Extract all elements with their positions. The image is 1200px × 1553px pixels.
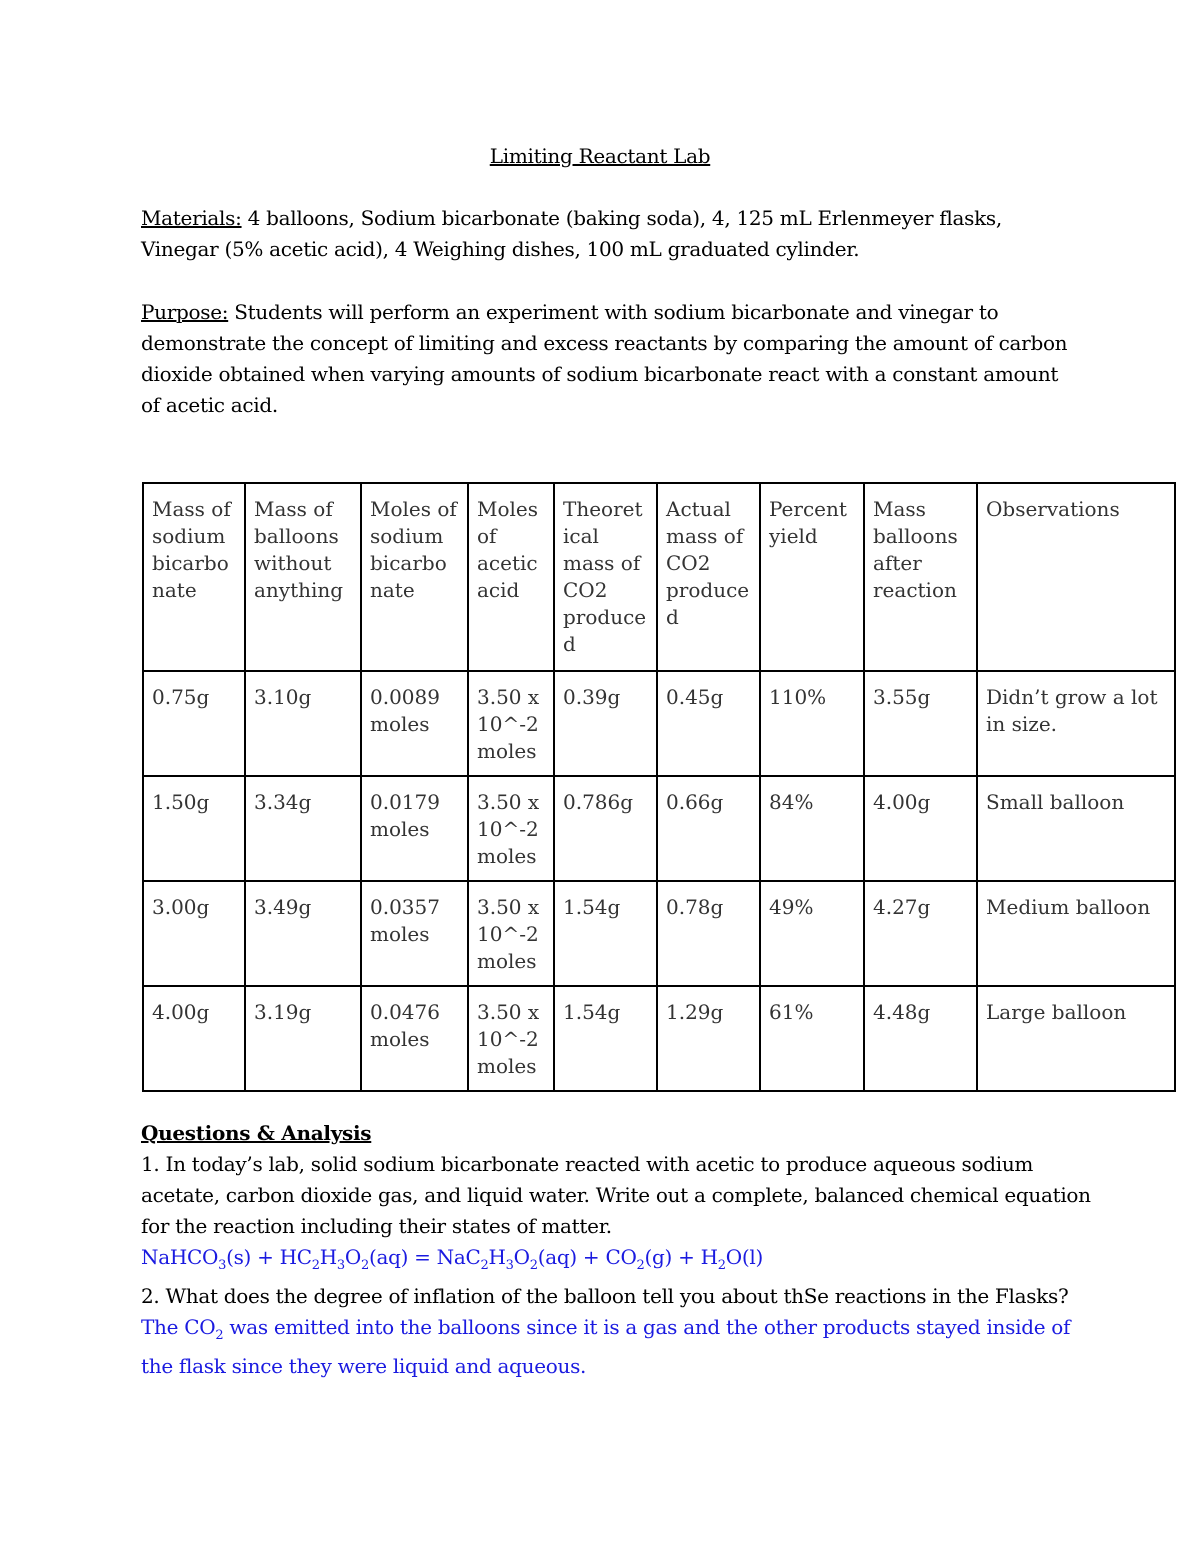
table-cell: 0.45g bbox=[657, 671, 760, 776]
materials-label: Materials: bbox=[141, 206, 242, 230]
equation-subscript: 2 bbox=[480, 1258, 489, 1273]
equation-subscript: 2 bbox=[529, 1258, 538, 1273]
table-cell: 1.54g bbox=[554, 986, 657, 1091]
equation-part: H bbox=[319, 1245, 337, 1269]
questions-heading: Questions & Analysis bbox=[141, 1121, 372, 1145]
table-row bbox=[143, 881, 1175, 986]
table-cell: 84% bbox=[760, 776, 864, 881]
equation-part: (aq) + CO bbox=[537, 1245, 637, 1269]
equation-subscript: 3 bbox=[218, 1258, 227, 1273]
answer-part: was emitted into the balloons since it is a gas and the other products stayed inside of the flask since they were liquid and aqueous. bbox=[141, 1315, 1071, 1378]
table-cell: 3.19g bbox=[245, 986, 361, 1091]
equation-part: (aq) = NaC bbox=[368, 1245, 481, 1269]
table-cell: 1.50g bbox=[143, 776, 245, 881]
answer-2 bbox=[141, 1312, 1101, 1382]
table-cell: 0.39g bbox=[554, 671, 657, 776]
equation-part: (s) + HC bbox=[226, 1245, 312, 1269]
table-cell: 4.48g bbox=[864, 986, 977, 1091]
table-cell: 3.34g bbox=[245, 776, 361, 881]
table-row bbox=[143, 776, 1175, 881]
table-cell: 0.786g bbox=[554, 776, 657, 881]
table-cell: 0.0179 moles bbox=[361, 776, 468, 881]
materials-text: 4 balloons, Sodium bicarbonate (baking soda), 4, 125 mL Erlenmeyer flasks, Vinegar (5% acetic acid), 4 Weighing dishes, 100 mL graduated cylinder. bbox=[141, 206, 1002, 261]
header-cell: Mass of balloons without anything bbox=[245, 483, 361, 671]
purpose-paragraph bbox=[141, 297, 1081, 421]
table-cell: 110% bbox=[760, 671, 864, 776]
header-cell: Mass of sodium bicarbonate bbox=[143, 483, 245, 671]
table-cell: 4.00g bbox=[864, 776, 977, 881]
header-cell: Moles of sodium bicarbonate bbox=[361, 483, 468, 671]
table-row bbox=[143, 671, 1175, 776]
header-cell: Theoretical mass of CO2 produced bbox=[554, 483, 657, 671]
header-cell: Percent yield bbox=[760, 483, 864, 671]
table-cell: 3.55g bbox=[864, 671, 977, 776]
equation-subscript: 2 bbox=[717, 1258, 726, 1273]
equation-subscript: 2 bbox=[636, 1258, 645, 1273]
equation-subscript: 3 bbox=[505, 1258, 514, 1273]
table-cell: 4.27g bbox=[864, 881, 977, 986]
table-cell: 49% bbox=[760, 881, 864, 986]
materials-paragraph bbox=[141, 203, 1081, 265]
equation-subscript: 3 bbox=[336, 1258, 345, 1273]
table-cell: 0.0476 moles bbox=[361, 986, 468, 1091]
table-cell: 0.66g bbox=[657, 776, 760, 881]
answer-part: The CO bbox=[141, 1315, 216, 1339]
table-cell: 1.29g bbox=[657, 986, 760, 1091]
purpose-text: Students will perform an experiment with sodium bicarbonate and vinegar to demonstrate the concept of limiting and excess reactants by comparing the amount of carbon dioxide obtained when varying amounts of sodium bicarbonate react with a constant amount of acetic acid. bbox=[141, 300, 1068, 417]
table-cell: 3.49g bbox=[245, 881, 361, 986]
answer-1-equation bbox=[141, 1242, 1101, 1281]
equation-part: H bbox=[488, 1245, 506, 1269]
table-cell: 4.00g bbox=[143, 986, 245, 1091]
results-table bbox=[142, 482, 1176, 1092]
equation-subscript: 2 bbox=[311, 1258, 320, 1273]
table-row bbox=[143, 986, 1175, 1091]
table-header-row bbox=[143, 483, 1175, 671]
table-cell: Large balloon bbox=[977, 986, 1175, 1091]
header-cell: Moles of acetic acid bbox=[468, 483, 554, 671]
answer-subscript: 2 bbox=[215, 1328, 224, 1343]
table-cell: 3.00g bbox=[143, 881, 245, 986]
table-cell: 3.50 x 10^-2 moles bbox=[468, 776, 554, 881]
table-cell: 0.0357 moles bbox=[361, 881, 468, 986]
purpose-label: Purpose: bbox=[141, 300, 229, 324]
header-cell: Mass balloons after reaction bbox=[864, 483, 977, 671]
equation-part: O(l) bbox=[725, 1245, 763, 1269]
equation-subscript: 2 bbox=[360, 1258, 369, 1273]
equation-part: O bbox=[513, 1245, 530, 1269]
table-cell: 0.78g bbox=[657, 881, 760, 986]
questions-section bbox=[141, 1118, 1101, 1382]
header-cell: Observations bbox=[977, 483, 1175, 671]
table-cell: 61% bbox=[760, 986, 864, 1091]
table-cell: Medium balloon bbox=[977, 881, 1175, 986]
equation-part: (g) + H bbox=[644, 1245, 718, 1269]
equation-part: O bbox=[344, 1245, 361, 1269]
table-cell: 3.50 x 10^-2 moles bbox=[468, 881, 554, 986]
table-cell: 3.50 x 10^-2 moles bbox=[468, 986, 554, 1091]
table-cell: 0.75g bbox=[143, 671, 245, 776]
table-cell: Small balloon bbox=[977, 776, 1175, 881]
table-cell: Didn’t grow a lot in size. bbox=[977, 671, 1175, 776]
equation-part: NaHCO bbox=[141, 1245, 219, 1269]
table-cell: 1.54g bbox=[554, 881, 657, 986]
page-title: Limiting Reactant Lab bbox=[489, 144, 711, 168]
table-cell: 3.50 x 10^-2 moles bbox=[468, 671, 554, 776]
header-cell: Actual mass of CO2 produced bbox=[657, 483, 760, 671]
question-1: 1. In today’s lab, solid sodium bicarbonate reacted with acetic to produce aqueous sodium acetate, carbon dioxide gas, and liquid water. Write out a complete, balanced chemical equation for the reaction including their states of matter. bbox=[141, 1152, 1091, 1238]
table-cell: 0.0089 moles bbox=[361, 671, 468, 776]
table-cell: 3.10g bbox=[245, 671, 361, 776]
question-2: 2. What does the degree of inflation of the balloon tell you about thSe reactions in the Flasks? bbox=[141, 1284, 1069, 1308]
